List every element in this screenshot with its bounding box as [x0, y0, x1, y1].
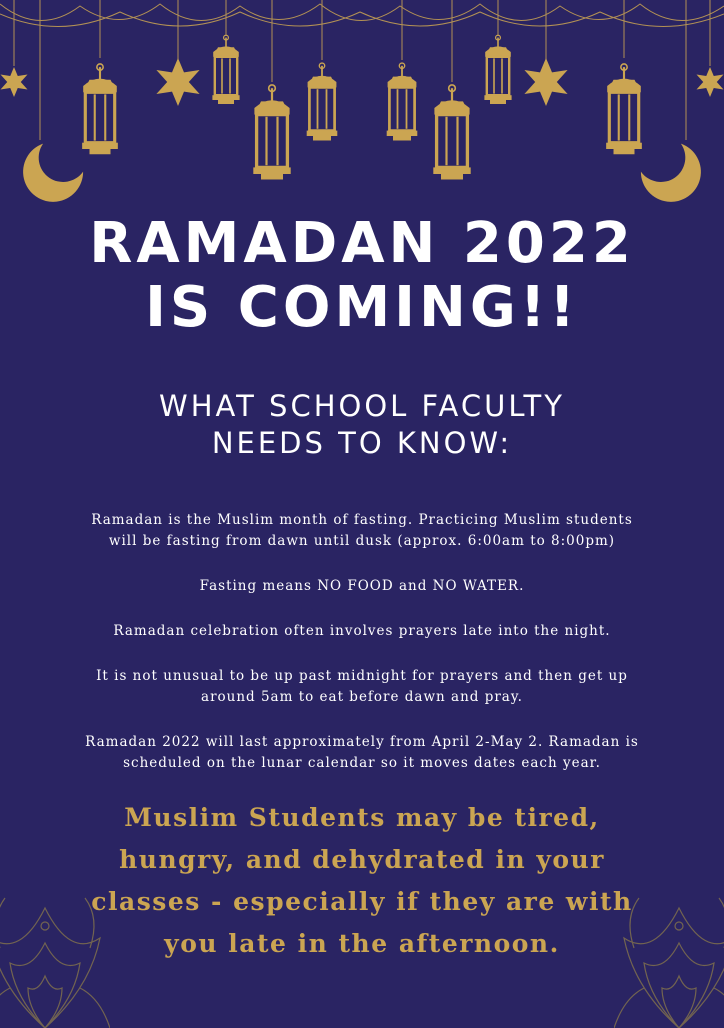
paragraph-line: Fasting means NO FOOD and NO WATER. — [199, 578, 525, 594]
lantern-icon — [387, 63, 418, 140]
subtitle-line: WHAT SCHOOL FACULTY — [159, 389, 565, 423]
info-paragraph-late-night — [30, 666, 694, 708]
star-icon — [524, 58, 567, 106]
hanging-decorations — [0, 0, 724, 210]
mandala-ornament-icon — [0, 878, 110, 1028]
crescent-moon-icon — [634, 134, 709, 210]
info-paragraph-no-food — [30, 576, 694, 597]
lantern-icon — [484, 35, 511, 104]
poster-subtitle — [0, 388, 724, 462]
callout-message — [20, 797, 704, 965]
lantern-icon — [433, 85, 470, 180]
lantern-icon — [606, 64, 642, 154]
paragraph-line: will be fasting from dawn until dusk (approx. 6:00am to 8:00pm) — [108, 533, 616, 549]
lantern-icon — [253, 85, 290, 180]
mandala-ornament-icon — [614, 878, 724, 1028]
callout-line: classes - especially if they are with — [91, 887, 633, 916]
crescent-moon-icon — [15, 134, 90, 210]
paragraph-line: Ramadan 2022 will last approximately from April 2-May 2. Ramadan is — [85, 734, 639, 750]
callout-line: Muslim Students may be tired, — [124, 803, 600, 832]
star-icon — [697, 67, 724, 97]
callout-line: you late in the afternoon. — [164, 929, 560, 958]
paragraph-line: Ramadan celebration often involves prayers late into the night. — [113, 623, 611, 639]
lantern-icon — [307, 63, 338, 140]
star-icon — [156, 58, 199, 106]
paragraph-line: around 5am to eat before dawn and pray. — [201, 689, 523, 705]
callout-line: hungry, and dehydrated in your — [119, 845, 605, 874]
paragraph-line: scheduled on the lunar calendar so it moves dates each year. — [123, 755, 601, 771]
paragraph-line: It is not unusual to be up past midnight for prayers and then get up — [96, 668, 628, 684]
info-paragraph-dates — [30, 732, 694, 774]
paragraph-line: Ramadan is the Muslim month of fasting. Practicing Muslim students — [91, 512, 633, 528]
info-paragraph-prayers — [30, 621, 694, 642]
lantern-icon — [212, 35, 239, 104]
info-paragraphs — [30, 510, 694, 798]
subtitle-line: NEEDS TO KNOW: — [211, 426, 513, 460]
lantern-icon — [82, 64, 118, 154]
poster-title — [0, 212, 724, 340]
star-icon — [1, 67, 28, 97]
title-line: IS COMING!! — [145, 275, 579, 340]
title-line: RAMADAN 2022 — [89, 211, 635, 276]
info-paragraph-fasting-month — [30, 510, 694, 552]
